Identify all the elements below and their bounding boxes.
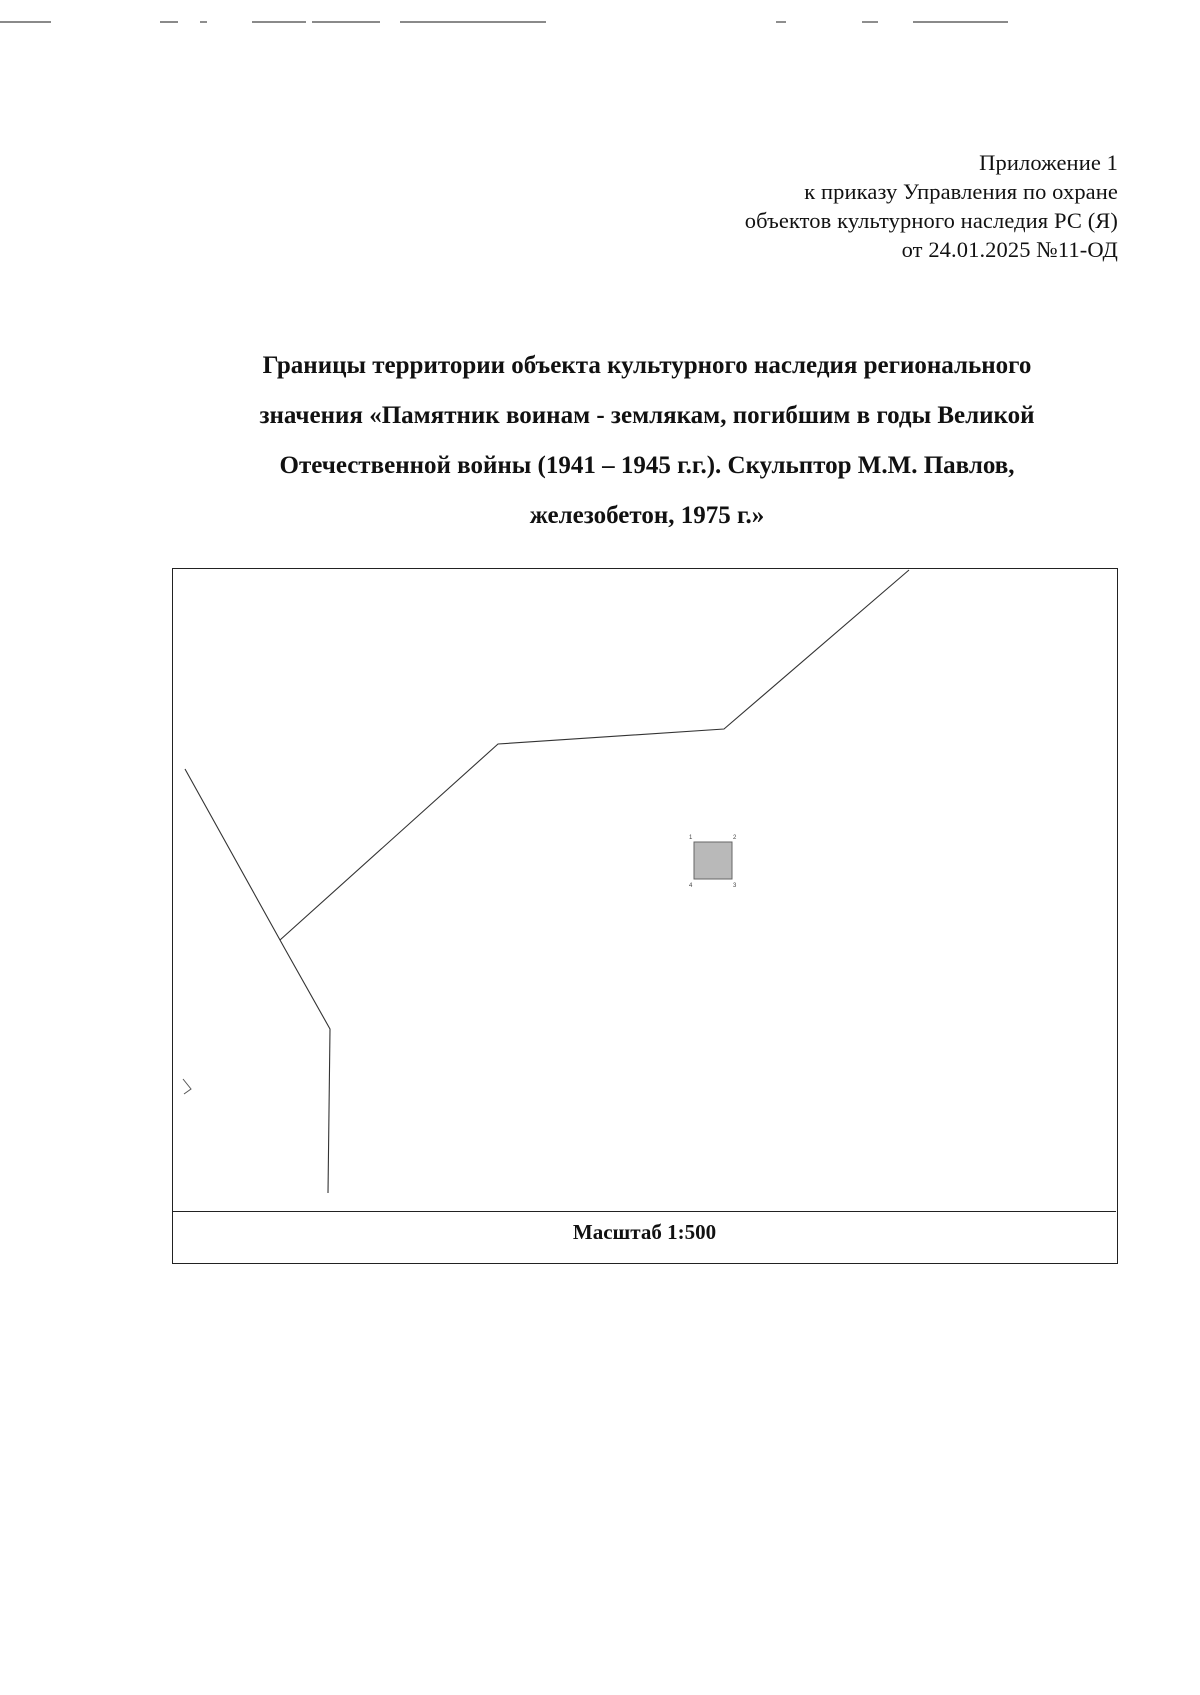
boundary-map-frame	[172, 568, 1118, 1264]
boundary-map	[173, 569, 1116, 1212]
appendix-number: Приложение 1	[979, 150, 1118, 175]
map-tick-mark	[183, 1079, 191, 1094]
map-drawing	[173, 569, 1116, 1212]
map-scale-label: Масштаб 1:500	[572, 1220, 717, 1244]
road-boundary-line	[185, 769, 330, 1193]
monument-territory-polygon	[694, 842, 732, 879]
boundary-point-label: 1	[689, 835, 693, 841]
document-title	[172, 341, 1122, 541]
road-boundary-line	[280, 570, 909, 940]
boundary-point-label: 4	[689, 883, 693, 889]
title-line: Отечественной войны (1941 – 1945 г.г.). Скульптор М.М. Павлов,	[279, 452, 1015, 479]
appendix-header	[638, 148, 1118, 264]
title-line: железобетон, 1975 г.»	[529, 502, 765, 529]
boundary-point-label: 3	[733, 883, 737, 889]
order-reference: к приказу Управления по охране	[804, 179, 1118, 204]
scan-artifact-marks	[0, 0, 1200, 40]
title-line: значения «Памятник воинам - землякам, погибшим в годы Великой	[259, 402, 1035, 429]
boundary-point-label: 2	[733, 835, 737, 841]
order-date-number: от 24.01.2025 №11-ОД	[901, 237, 1118, 262]
department-name: объектов культурного наследия РС (Я)	[744, 208, 1118, 233]
title-line: Границы территории объекта культурного наследия регионального	[262, 352, 1032, 379]
